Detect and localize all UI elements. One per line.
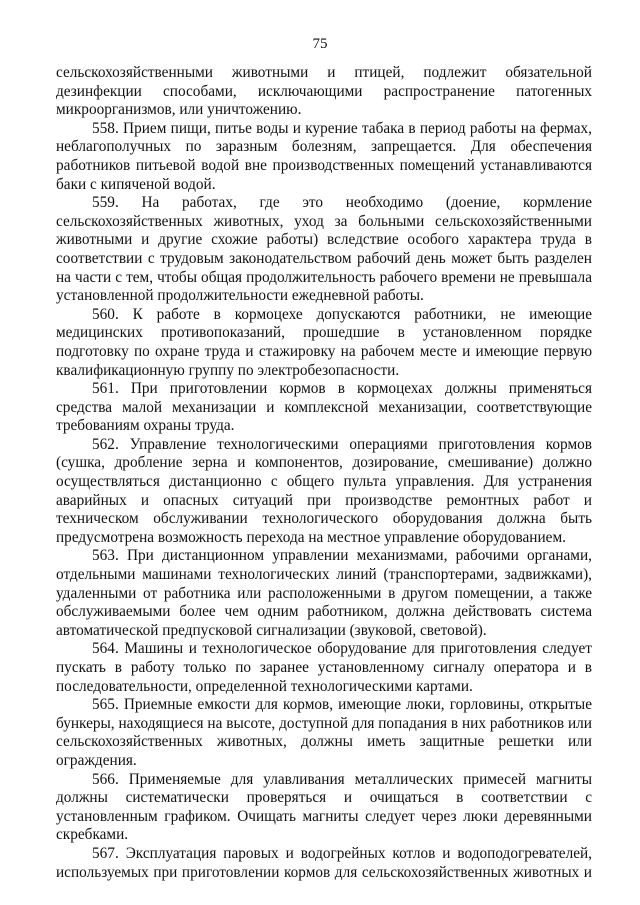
paragraph-567: 567. Эксплуатация паровых и водогрейных котлов и водоподогревателей, используемых при приготовлении кормов для сельскохозяйственных животных и — [56, 844, 592, 881]
paragraph-558: 558. Прием пищи, питье воды и курение табака в период работы на фермах, неблагополучных по заразным болезням, запрещается. Для обеспечения работников питьевой водой вне производственных помещений устанавливаются баки с кипяченой водой. — [56, 119, 592, 193]
paragraph-560: 560. К работе в кормоцехе допускаются работники, не имеющие медицинских противопоказаний, прошедшие в установленном порядке подготовку по охране труда и стажировку на рабочем месте и имеющие первую квалификационную группу по электробезопасности. — [56, 305, 592, 379]
page-number: 75 — [312, 36, 328, 52]
paragraph-562: 562. Управление технологическими операциями приготовления кормов (сушка, дробление зерна и компонентов, дозирование, смешивание) должно осуществляться дистанционно с общего пульта управления. Для устранения аварийных и опасных ситуаций при производстве ремонтных работ и техническом обслуживании технологического оборудования должна быть предусмотрена возможность перехода на местное управление оборудованием. — [56, 435, 592, 546]
paragraph-559: 559. На работах, где это необходимо (доение, кормление сельскохозяйственных животных, уход за больными сельскохозяйственными животными и другие схожие работы) вследствие особого характера труда в соответствии с трудовым законодательством рабочий день может быть разделен на части с тем, чтобы общая продолжительность рабочего времени не превышала установленной продолжительности ежедневной работы. — [56, 194, 592, 305]
paragraph-564: 564. Машины и технологическое оборудование для приготовления следует пускать в работу только по заранее установленному сигналу оператора и в последовательности, определенной технологическими картами. — [56, 640, 592, 695]
paragraph-565: 565. Приемные емкости для кормов, имеющие люки, горловины, открытые бункеры, находящиеся на высоте, доступной для попадания в них работников или сельскохозяйственных животных, должны иметь защитные решетки или ограждения. — [56, 696, 592, 769]
paragraph-563: 563. При дистанционном управлении механизмами, рабочими органами, отдельными машинами технологических линий (транспортерами, задвижками), удаленными от работника или расположенными в другом помещении, а также обслуживаемыми более чем одним работником, должна действовать система автоматической предпусковой сигнализации (звуковой, световой). — [56, 547, 592, 639]
paragraph-continuation: сельскохозяйственными животными и птицей, подлежит обязательной дезинфекции способами, исключающими распространение патогенных микроорганизмов, или уничтожению. — [56, 64, 592, 119]
paragraph-561: 561. При приготовлении кормов в кормоцехах должны применяться средства малой механизации и комплексной механизации, соответствующие требованиям охраны труда. — [56, 380, 592, 435]
paragraph-566: 566. Применяемые для улавливания металлических примесей магниты должны систематически проверяться и очищаться в соответствии с установленным графиком. Очищать магниты следует через люки деревянными скребками. — [56, 770, 592, 844]
document-body — [56, 64, 592, 882]
